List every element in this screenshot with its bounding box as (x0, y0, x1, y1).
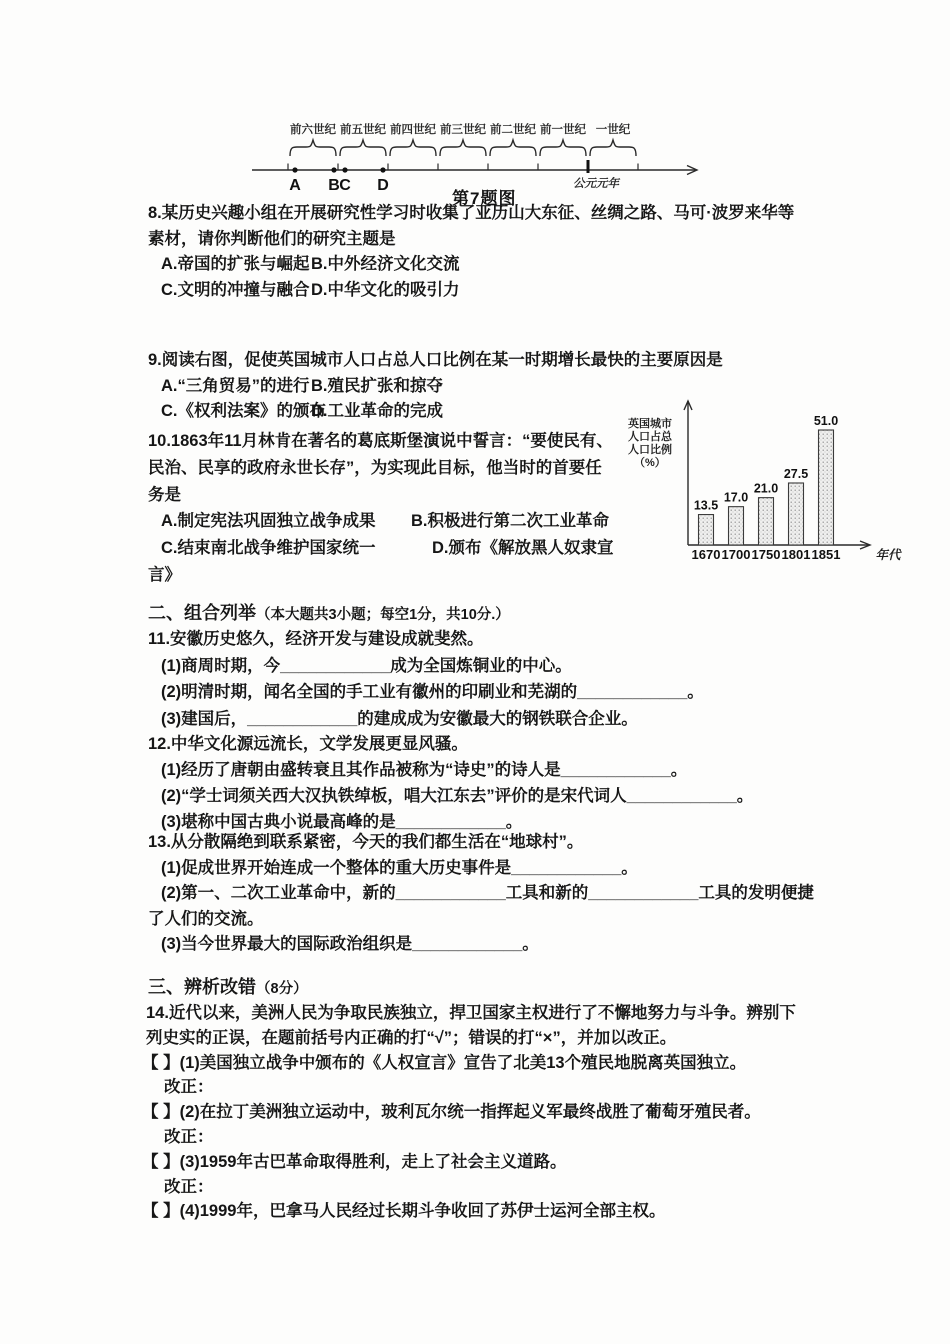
question-14-item-2 (142, 1100, 796, 1125)
timeline-point-label-C: C (339, 177, 351, 194)
bar-1801 (789, 483, 804, 545)
section-2-points-note: （本大题共3小题；每空1分，共10分.） (256, 607, 510, 623)
question-10-text-line-2: 民治、民享的政府永世长存”，为实现此目标，他当时的首要任 (148, 458, 602, 477)
question-14-text-line-1: 14.近代以来，美洲人民为争取民族独立，捍卫国家主权进行了不懈地努力与斗争。辨别下 (146, 1004, 796, 1022)
bar-value-label: 17.0 (723, 490, 749, 505)
question-12-item-1: (1)经历了唐朝由盛转衰且其作品被称为“诗史”的诗人是____________。 (161, 761, 688, 779)
question-12-item-2: (2)“学士词须关西大汉执铁绰板，唱大江东去”评价的是宋代词人____________。 (161, 787, 754, 805)
question-8-text-line-2: 素材，请你判断他们的研究主题是 (148, 229, 396, 248)
question-14-correction-3: 改正： (164, 1177, 214, 1196)
timeline-point-label-B: B (328, 177, 340, 194)
question-8-option-b: B.中外经济文化交流 (311, 255, 460, 273)
question-8-option-a: A.帝国的扩张与崛起 (161, 255, 310, 273)
question-11-title: 11.安徽历史悠久，经济开发与建设成就斐然。 (148, 630, 484, 648)
x-tick-label: 1700 (721, 547, 751, 562)
question-13-title: 13.从分散隔绝到联系紧密，今天的我们都生活在“地球村”。 (148, 833, 584, 851)
question-14-correction-2: 改正： (164, 1127, 214, 1146)
bar-1700 (729, 507, 744, 545)
question-10-option-d-wrap: 言》 (148, 565, 181, 584)
x-tick-label: 1750 (751, 547, 781, 562)
question-12 (148, 731, 753, 835)
question-11 (148, 626, 704, 732)
x-tick-label: 1851 (811, 547, 841, 562)
question-10-text-line-3: 务是 (148, 485, 181, 504)
brace (490, 140, 536, 156)
question-10-option-c: C.结束南北战争维护国家统一 (161, 539, 376, 558)
section-3-points-note: （8分） (256, 981, 308, 997)
question-13-item-3: (3)当今世界最大的国际政治组织是____________。 (161, 935, 539, 954)
epoch-label: 公元元年 (573, 178, 619, 190)
century-label: 前一世纪 (540, 124, 586, 136)
brace (440, 140, 486, 156)
bar-1750 (759, 498, 774, 545)
answer-bracket-1: 【 】 (142, 1053, 180, 1072)
chart-y-label-line: （%） (634, 457, 666, 469)
timeline-point-D (380, 167, 385, 172)
question-12-title: 12.中华文化源远流长，文学发展更显风骚。 (148, 735, 468, 753)
question-9-option-b: B.殖民扩张和掠夺 (311, 376, 443, 395)
brace (290, 140, 336, 156)
timeline-point-label-D: D (377, 177, 389, 194)
answer-bracket-3: 【 】 (142, 1152, 180, 1171)
question-14-text-line-2: 列史实的正误，在题前括号内正确的打“√”；错误的打“×”，并加以改正。 (146, 1028, 677, 1047)
chart-y-label-line: 英国城市 (628, 418, 672, 430)
question-13-item-2-line-2: 了人们的交流。 (148, 909, 264, 928)
question-14 (142, 1001, 796, 1224)
century-label: 一世纪 (595, 124, 631, 136)
chart-y-label-line: 人口比例 (628, 444, 672, 456)
century-label: 前二世纪 (490, 124, 536, 136)
question-9-option-c: C.《权利法案》的颁布 (161, 402, 326, 420)
question-10-option-b: B.积极进行第二次工业革命 (411, 512, 609, 531)
uk-urban-population-chart (618, 393, 948, 588)
question-9-text-line-1: 9.阅读右图，促使英国城市人口占总人口比例在某一时期增长最快的主要原因是 (148, 351, 723, 369)
question-9-option-a: A.“三角贸易”的进行 (161, 376, 310, 395)
chart-x-axis-title: 年代 (875, 548, 901, 562)
question-10-options-cd (148, 535, 614, 562)
section-2-heading (148, 599, 510, 625)
question-14-item-1 (142, 1051, 796, 1076)
section-3-heading (148, 973, 308, 999)
question-10-options-ab (148, 508, 614, 535)
question-14-correction-1: 改正： (164, 1078, 214, 1097)
answer-bracket-2: 【 】 (142, 1103, 180, 1122)
question-8-option-d: D.中华文化的吸引力 (311, 280, 460, 299)
question-8 (148, 201, 794, 303)
bar-value-label: 21.0 (753, 481, 779, 496)
question-11-item-1: (1)商周时期，今____________成为全国炼铜业的中心。 (161, 656, 572, 675)
question-14-item-4-text: (4)1999年，巴拿马人民经过长期斗争收回了苏伊士运河全部主权。 (179, 1202, 666, 1221)
question-13-item-2-line-1: (2)第一、二次工业革命中，新的____________工具和新的____________工具的发明便捷 (161, 884, 814, 903)
question-13-item-1: (1)促成世界开始连成一个整体的重大历史事件是____________。 (161, 858, 638, 877)
section-2-title: 二、组合列举 (148, 603, 256, 623)
timeline-point-A (292, 167, 297, 172)
brace (340, 140, 386, 156)
timeline-point-C (342, 167, 347, 172)
question-10-text-line-1: 10.1863年11月林肯在著名的葛底斯堡演说中誓言：“要使民有、 (148, 432, 613, 450)
answer-bracket-4: 【 】 (142, 1202, 180, 1221)
brace (590, 140, 636, 156)
bar-value-label: 27.5 (783, 466, 809, 481)
section-3-title: 三、辨析改错 (148, 977, 256, 997)
question-11-item-2: (2)明清时期，闻名全国的手工业有徽州的印刷业和芜湖的____________。 (161, 683, 704, 702)
bar-1670 (699, 515, 714, 545)
bar-chart-svg (618, 393, 948, 583)
timeline-point-B (331, 167, 336, 172)
question-14-item-3-text: (3)1959年古巴革命取得胜利，走上了社会主义道路。 (179, 1152, 567, 1171)
century-label: 前五世纪 (340, 124, 386, 136)
question-8-options-ab (148, 252, 794, 278)
question-12-item-3: (3)堪称中国古典小说最高峰的是____________。 (161, 813, 523, 831)
x-tick-label: 1670 (691, 547, 721, 562)
question-14-item-2-text: (2)在拉丁美洲独立运动中，玻利瓦尔统一指挥起义军最终战胜了葡萄牙殖民者。 (179, 1103, 761, 1122)
question-8-options-cd (148, 278, 794, 304)
century-label: 前四世纪 (390, 124, 436, 136)
question-8-text-line-1: 8.某历史兴趣小组在开展研究性学习时收集了亚历山大东征、丝绸之路、马可·波罗来华等 (148, 204, 795, 222)
century-label: 前三世纪 (440, 124, 486, 136)
bar-value-label: 51.0 (813, 414, 839, 428)
bar-value-label: 13.5 (693, 498, 719, 513)
century-label: 前六世纪 (290, 124, 336, 136)
question-14-item-4 (142, 1199, 796, 1224)
question-11-item-3: (3)建国后，____________的建成成为安徽最大的钢铁联合企业。 (161, 709, 638, 728)
question-14-item-1-text: (1)美国独立战争中颁布的《人权宣言》宣告了北美13个殖民地脱离英国独立。 (179, 1053, 747, 1072)
question-10-option-d: D.颁布《解放黑人奴隶宣 (432, 539, 614, 558)
timeline-caption: 第7题图 (452, 189, 517, 208)
question-9-option-d: D.工业革命的完成 (311, 402, 443, 420)
question-10 (148, 428, 614, 589)
timeline-point-label-A: A (289, 177, 301, 194)
question-10-option-a: A.制定宪法巩固独立战争成果 (161, 512, 376, 531)
bar-1851 (819, 430, 834, 545)
chart-y-label-line: 人口占总 (628, 431, 672, 443)
question-14-item-3 (142, 1150, 796, 1175)
brace (540, 140, 586, 156)
brace (390, 140, 436, 156)
question-13 (148, 830, 814, 958)
x-tick-label: 1801 (781, 547, 811, 562)
question-8-option-c: C.文明的冲撞与融合 (161, 280, 310, 299)
